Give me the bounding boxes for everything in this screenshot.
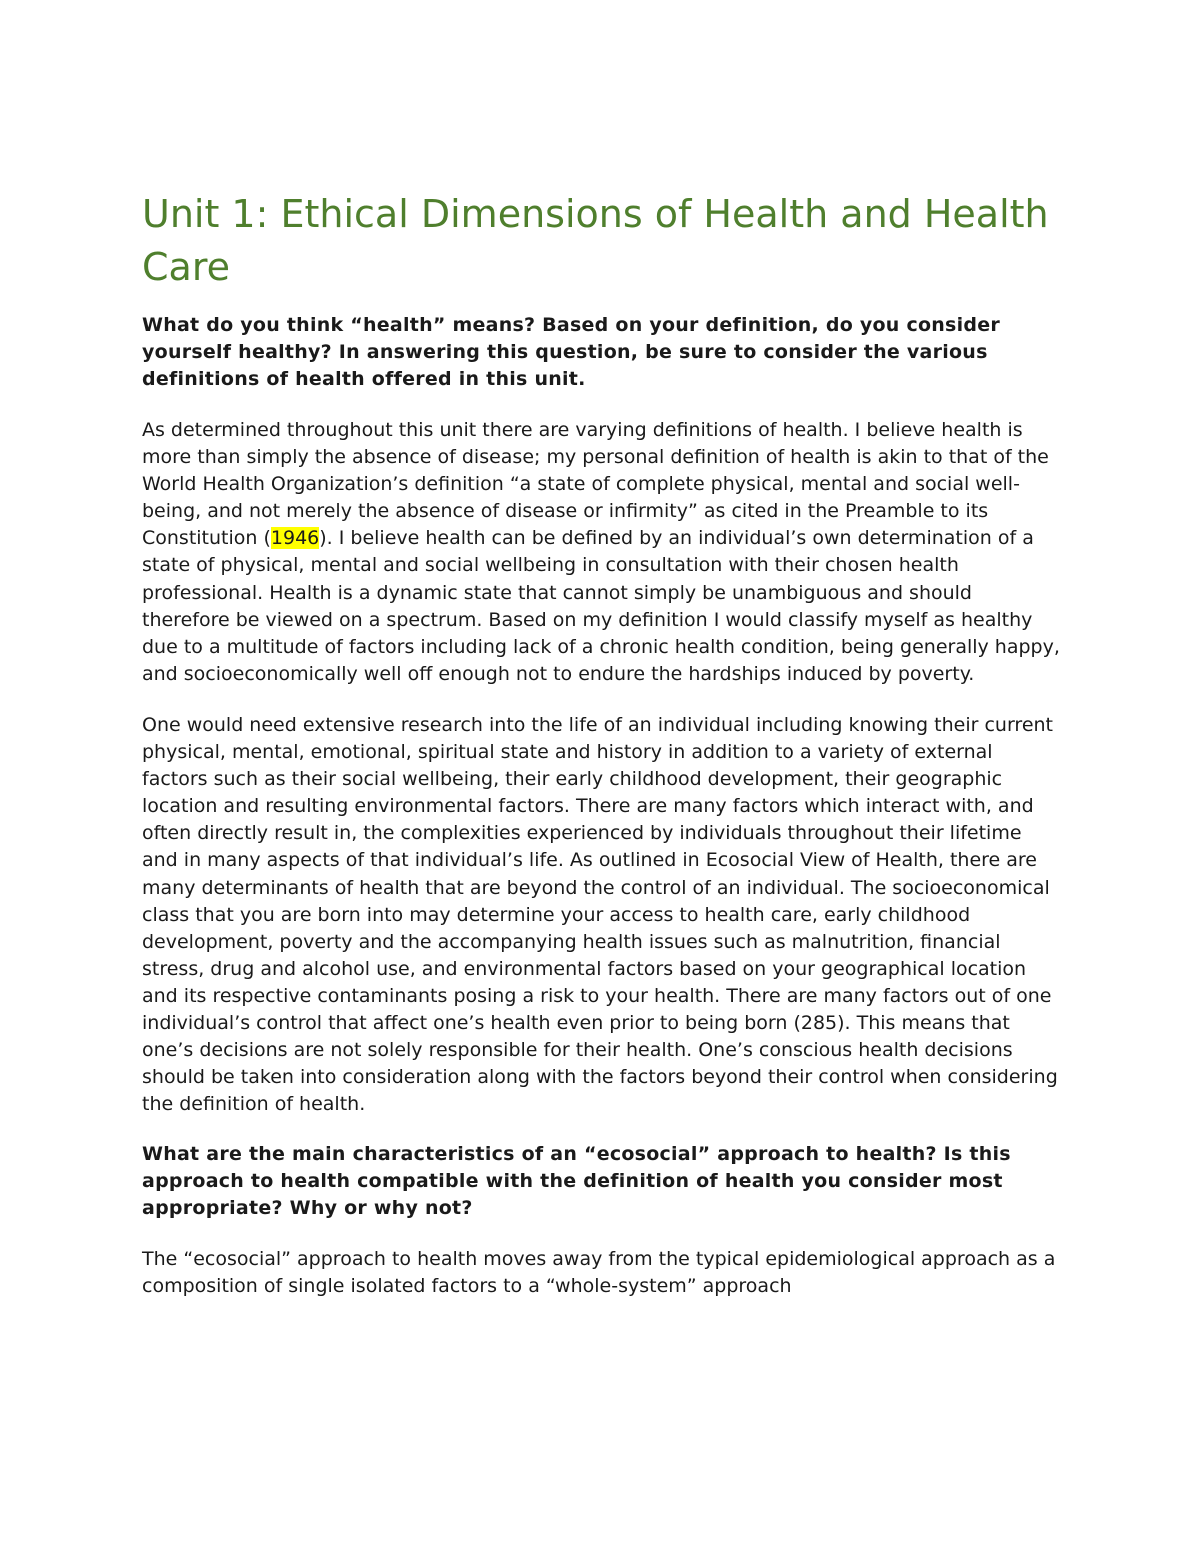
answer-1-paragraph [142,417,1062,688]
answer-1-text-end: ). I believe health can be defined by an individual’s own determination of a state of physical, mental and social wellbeing in consultation with their chosen health professional. Health is a dynamic state that cannot simply be unambiguous and should therefore be viewed on a spectrum. Based on my definition I would classify myself as healthy due to a multitude of factors including lack of a chronic health condition, being generally happy, and socioeconomically well off enough not to endure the hardships induced by poverty. [142,527,1060,685]
answer-2-paragraph: The “ecosocial” approach to health moves away from the typical epidemiological approach as a composition of single isolated factors to a “whole-system” approach [142,1248,1056,1298]
answer-1-text-start: As determined throughout this unit there are varying definitions of health. I believe health is more than simply the absence of disease; my personal definition of health is akin to that of the World Health Organization’s definition “a state of complete physical, mental and social well-being, and not merely the absence of disease or infirmity” as cited in the Preamble to its Constitution ( [142,419,1049,550]
answer-1b-paragraph: One would need extensive research into the life of an individual including knowing their current physical, mental, emotional, spiritual state and history in addition to a variety of external factors such as their social wellbeing, their early childhood development, their geographic location and resulting environmental factors. There are many factors which interact with, and often directly result in, the complexities experienced by individuals throughout their lifetime and in many aspects of that individual’s life. As outlined in Ecosocial View of Health, there are many determinants of health that are beyond the control of an individual. The socioeconomical class that you are born into may determine your access to health care, early childhood development, poverty and the accompanying health issues such as malnutrition, financial stress, drug and alcohol use, and environmental factors based on your geographical location and its respective contaminants posing a risk to your health. There are many factors out of one individual’s control that affect one’s health even prior to being born (285). This means that one’s decisions are not solely responsible for their health. One’s conscious health decisions should be taken into consideration along with the factors beyond their control when considering the definition of health. [142,713,1058,1116]
question-2: What are the main characteristics of an “ecosocial” approach to health? Is this approach to health compatible with the definition of health you consider most appropriate? Why or why not? [142,1143,1011,1220]
document-page [142,188,1062,1325]
question-1: What do you think “health” means? Based on your definition, do you consider yourself healthy? In answering this question, be sure to consider the various definitions of health offered in this unit. [142,314,1000,390]
document-title: Unit 1: Ethical Dimensions of Health and Health Care [142,192,1049,289]
highlighted-year: 1946 [270,527,320,550]
